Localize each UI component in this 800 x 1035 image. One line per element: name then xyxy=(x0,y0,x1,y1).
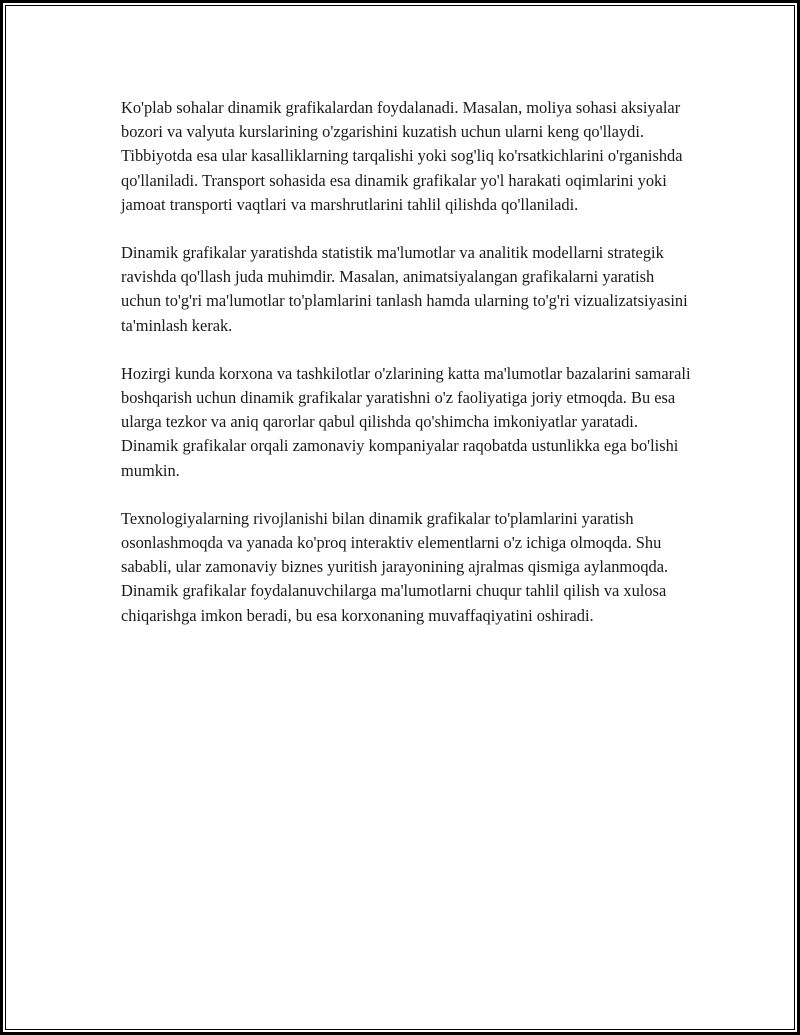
paragraph-4: Texnologiyalarning rivojlanishi bilan dinamik grafikalar to'plamlarini yaratish osonlashmoqda va yanada ko'proq interaktiv elementlarni o'z ichiga olmoqda. Shu sababli, ular zamonaviy biznes yuritish jarayonining ajralmas qismiga aylanmoqda. Dinamik grafikalar foydalanuvchilarga ma'lumotlarni chuqur tahlil qilish va xulosa chiqarishga imkon beradi, bu esa korxonaning muvaffaqiyatini oshiradi. xyxy=(121,508,669,625)
paragraph-3: Hozirgi kunda korxona va tashkilotlar o'zlarining katta ma'lumotlar bazalarini samarali boshqarish uchun dinamik grafikalar yaratishni o'z faoliyatiga joriy etmoqda. Bu esa ularga tezkor va aniq qarorlar qabul qilishda qo'shimcha imkoniyatlar yaratadi. Dinamik grafikalar orqali zamonaviy kompaniyalar raqobatda ustunlikka ega bo'lishi mumkin. xyxy=(121,363,691,480)
document-body xyxy=(121,96,696,652)
paragraph-1: Ko'plab sohalar dinamik grafikalardan foydalanadi. Masalan, moliya sohasi aksiyalar bozori va valyuta kurslarining o'zgarishini kuzatish uchun ularni keng qo'llaydi. Tibbiyotda esa ular kasalliklarning tarqalishi yoki sog'liq ko'rsatkichlarini o'rganishda qo'llaniladi. Transport sohasida esa dinamik grafikalar yo'l harakati oqimlarini yoki jamoat transporti vaqtlari va marshrutlarini tahlil qilishda qo'llaniladi. xyxy=(121,98,683,214)
paragraph-2: Dinamik grafikalar yaratishda statistik ma'lumotlar va analitik modellarni strategik ravishda qo'llash juda muhimdir. Masalan, animatsiyalangan grafikalarni yaratish uchun to'g'ri ma'lumotlar to'plamlarini tanlash hamda ularning to'g'ri vizualizatsiyasini ta'minlash kerak. xyxy=(121,243,688,335)
